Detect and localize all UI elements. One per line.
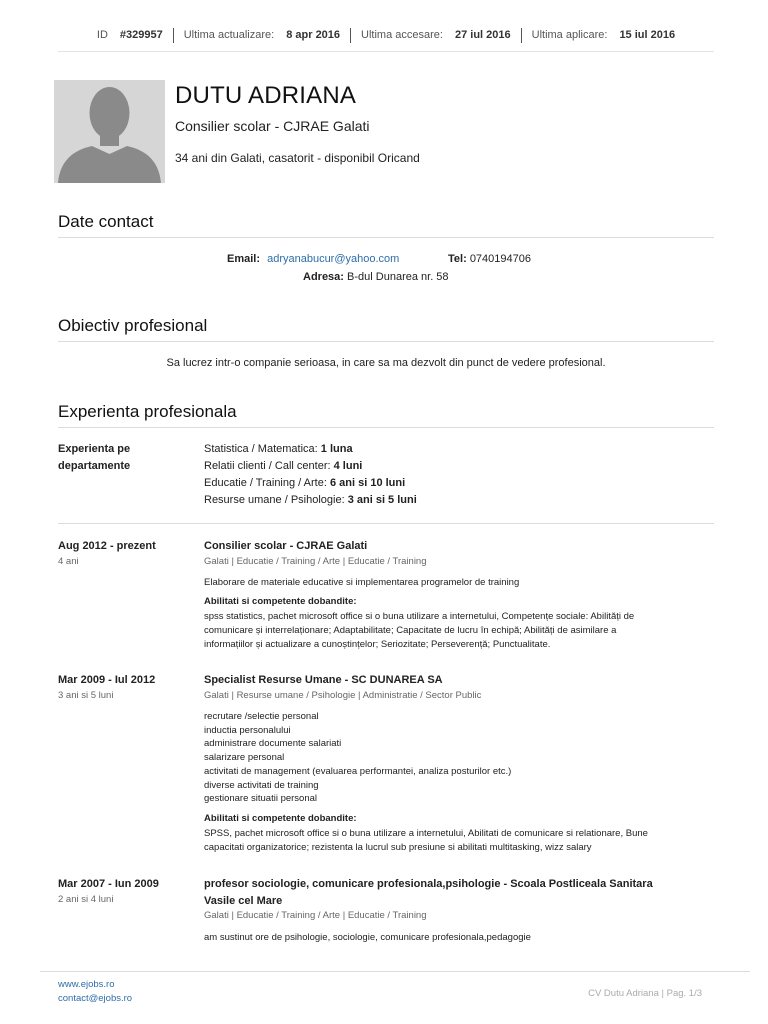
dept-row xyxy=(204,460,362,472)
dept-name: Educatie / Training / Arte: xyxy=(204,477,327,489)
meta-applied-value: 15 iul 2016 xyxy=(619,29,676,41)
section-title-experience: Experienta profesionala xyxy=(58,402,237,421)
dept-label-line-2: departamente xyxy=(58,460,131,472)
meta-accessed-label: Ultima accesare: xyxy=(361,29,443,41)
job-duties-list xyxy=(204,710,511,806)
job-divider xyxy=(58,523,714,524)
contact-email xyxy=(227,253,399,265)
meta-accessed-value: 27 iul 2016 xyxy=(454,29,511,41)
skills-line: informațiilor și actualizare a cunoștințelor; Seriozitate; Perseverență; Punctualitate. xyxy=(204,639,551,650)
footer-page-info: CV Dutu Adriana | Pag. 1/3 xyxy=(588,988,702,999)
duty-item: administrare documente salariati xyxy=(204,738,342,750)
objective-text: Sa lucrez intr-o companie serioasa, in care sa ma dezvolt din punct de vedere profesional. xyxy=(166,357,606,369)
email-label: Email: xyxy=(227,253,261,265)
section-divider xyxy=(58,341,714,342)
job-duration: 3 ani si 5 luni xyxy=(58,690,114,701)
job-period: Aug 2012 - prezent xyxy=(58,540,156,552)
duty-item: inductia personalului xyxy=(204,724,291,736)
job-title: Consilier scolar - CJRAE Galati xyxy=(204,540,368,552)
job-title-line: Vasile cel Mare xyxy=(204,895,283,907)
dept-name: Relatii clienti / Call center: xyxy=(204,460,331,472)
candidate-name: DUTU ADRIANA xyxy=(175,82,357,109)
footer-website-link[interactable]: www.ejobs.ro xyxy=(58,979,115,990)
skills-line: spss statistics, pachet microsoft office si o buna utilizare a internetului, Competențe sociale: Abilități de xyxy=(204,611,635,622)
contact-phone xyxy=(448,253,531,265)
meta-id xyxy=(87,29,173,41)
address-label: Adresa: xyxy=(303,271,344,283)
footer-divider xyxy=(40,971,750,972)
meta-updated-label: Ultima actualizare: xyxy=(183,29,275,41)
skills-label: Abilitati si competente dobandite: xyxy=(204,596,357,607)
job-duration: 4 ani xyxy=(58,556,79,567)
section-title-objective: Obiectiv profesional xyxy=(58,316,208,335)
address-value: B-dul Dunarea nr. 58 xyxy=(347,271,449,283)
dept-value: 1 luna xyxy=(320,443,353,455)
meta-id-label: ID xyxy=(96,29,108,41)
job-title: Specialist Resurse Umane - SC DUNAREA SA xyxy=(204,674,443,686)
section-title-contact: Date contact xyxy=(58,212,154,231)
skills-line: capacitati organizatorice; rezistenta la lucrul sub presiune si abilitati multitasking, wizz salary xyxy=(204,842,592,853)
dept-value: 4 luni xyxy=(333,460,363,472)
dept-row xyxy=(204,443,353,455)
skills-line: SPSS, pachet microsoft office si o buna utilizare a internetului, Abilitati de comunicare si relationare, Bune xyxy=(204,828,648,839)
job-description: am sustinut ore de psihologie, sociologie, comunicare profesionala,pedagogie xyxy=(204,932,531,943)
meta-updated xyxy=(174,29,350,41)
duty-item: diverse activitati de training xyxy=(204,779,319,791)
meta-accessed xyxy=(351,29,521,41)
meta-updated-value: 8 apr 2016 xyxy=(286,29,341,41)
dept-name: Statistica / Matematica: xyxy=(204,443,318,455)
job-title xyxy=(204,876,704,910)
duty-item: salarizare personal xyxy=(204,752,285,764)
avatar xyxy=(54,80,165,183)
job-period: Mar 2009 - Iul 2012 xyxy=(58,674,156,686)
dept-label-line-1: Experienta pe xyxy=(58,443,131,455)
dept-value: 3 ani si 5 luni xyxy=(347,494,417,506)
meta-applied xyxy=(522,29,685,41)
job-tags: Galati | Educatie / Training / Arte | Educatie / Training xyxy=(204,556,427,567)
candidate-info: 34 ani din Galati, casatorit - disponibil Oricand xyxy=(175,151,420,165)
skills-line: comunicare și interrelaționare; Adaptabilitate; Capacitate de lucru în echipă; Abilități de asimilare a xyxy=(204,625,617,636)
duty-item: recrutare /selectie personal xyxy=(204,711,319,722)
job-description: Elaborare de materiale educative si implementarea programelor de training xyxy=(204,577,520,588)
footer-email-link[interactable]: contact@ejobs.ro xyxy=(58,993,133,1004)
dept-name: Resurse umane / Psihologie: xyxy=(204,494,345,506)
contact-address xyxy=(303,271,449,283)
cv-meta-bar xyxy=(58,24,714,52)
dept-row xyxy=(204,477,405,489)
candidate-role: Consilier scolar - CJRAE Galati xyxy=(175,118,370,134)
dept-row xyxy=(204,494,417,506)
tel-label: Tel: xyxy=(448,253,467,265)
tel-value: 0740194706 xyxy=(469,253,531,265)
job-tags: Galati | Educatie / Training / Arte | Educatie / Training xyxy=(204,910,427,921)
job-tags: Galati | Resurse umane / Psihologie | Administratie / Sector Public xyxy=(204,690,482,701)
meta-id-value: #329957 xyxy=(119,29,163,41)
skills-label: Abilitati si competente dobandite: xyxy=(204,813,357,824)
meta-applied-label: Ultima aplicare: xyxy=(531,29,608,41)
email-link[interactable]: adryanabucur@yahoo.com xyxy=(267,253,400,265)
job-duration: 2 ani si 4 luni xyxy=(58,894,114,905)
dept-value: 6 ani si 10 luni xyxy=(329,477,406,489)
section-divider xyxy=(58,427,714,428)
duty-item: activitati de management (evaluarea performantei, analiza posturilor etc.) xyxy=(204,765,512,777)
job-title-line: profesor sociologie, comunicare profesionala,psihologie - Scoala Postliceala Sanitara xyxy=(204,878,653,890)
job-period: Mar 2007 - Iun 2009 xyxy=(58,878,159,890)
section-divider xyxy=(58,237,714,238)
user-silhouette-icon xyxy=(54,80,165,183)
duty-item: gestionare situatii personal xyxy=(204,793,318,805)
